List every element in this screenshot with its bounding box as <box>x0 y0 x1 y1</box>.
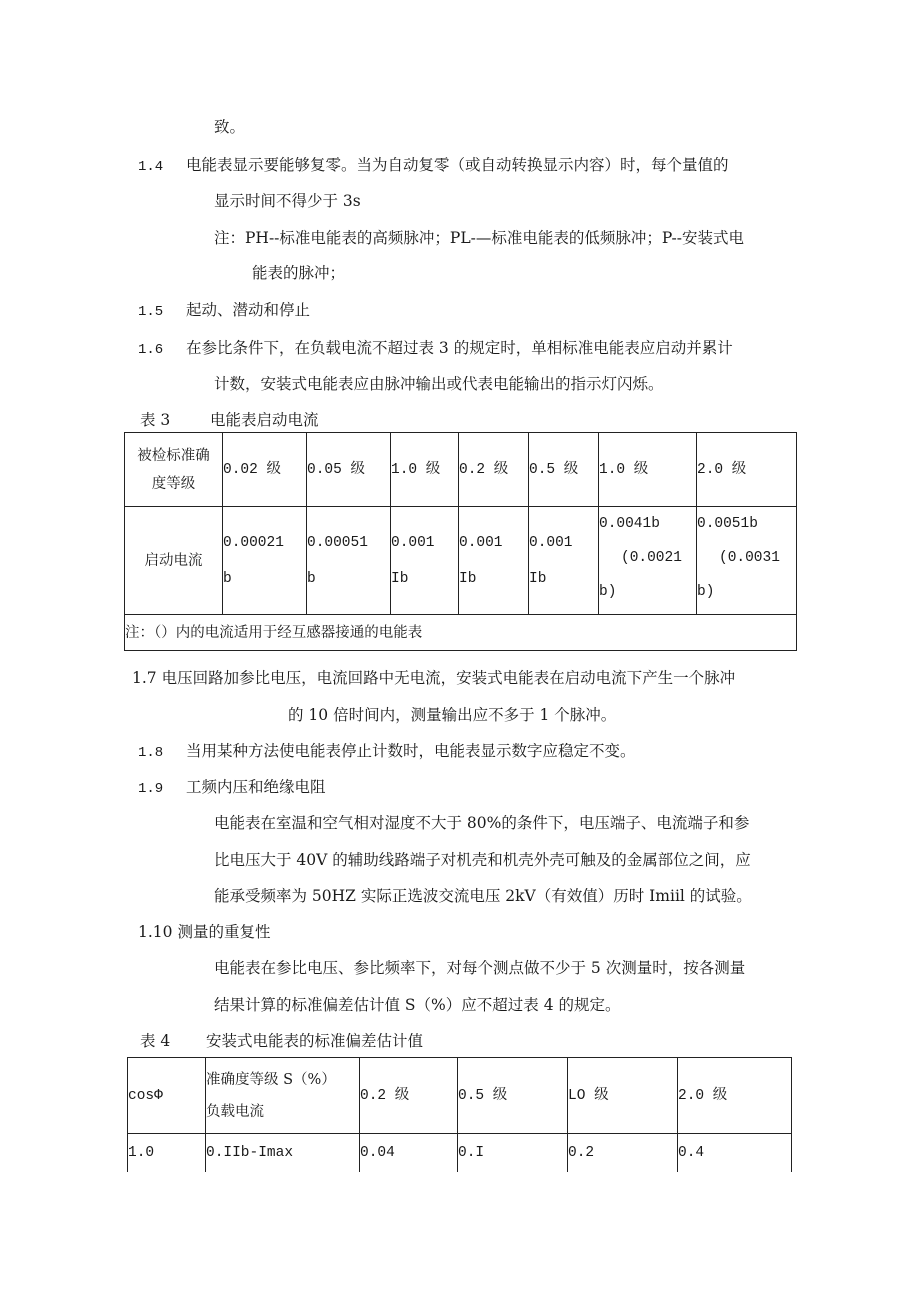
table3-header-label <box>125 433 223 507</box>
table4-header-cos: cosΦ <box>128 1058 206 1134</box>
section-1-6-continuation: 计数，安装式电能表应由脉冲输出或代表电能输出的指示灯闪烁。 <box>214 375 664 393</box>
section-1-8-text: 当用某种方法使电能表停止计数时，电能表显示数字应稳定不变。 <box>186 742 636 760</box>
table4-header-row <box>128 1058 792 1134</box>
table3-value-line1: 0.00021 <box>223 534 284 551</box>
table3-header-label-line1: 被检标准确 <box>137 447 210 464</box>
section-1-7-continuation: 的 10 倍时间内，测量输出应不多于 1 个脉冲。 <box>288 706 617 724</box>
table3-header-label-line2: 度等级 <box>151 475 196 492</box>
table3-header-row <box>125 433 797 507</box>
section-1-7-text: 1.7 电压回路加参比电压，电流回路中无电流，安装式电能表在启动电流下产生一个脉冲 <box>132 669 736 687</box>
table4-value: 0.2 <box>568 1134 678 1172</box>
table3-value-line2: b <box>307 570 316 587</box>
table4-caption-number: 表 4 <box>140 1032 171 1050</box>
table3-value-line2: Ib <box>391 570 409 587</box>
note-pulse-continuation: 能表的脉冲； <box>252 264 346 282</box>
table3-row-label: 启动电流 <box>125 507 223 615</box>
table4-caption-title: 安装式电能表的标准偏差估计值 <box>206 1032 424 1050</box>
table3-value-line2: b <box>223 570 232 587</box>
table3-grade: 0.02 级 <box>223 433 307 507</box>
table3-value-line2: (0.0021 <box>621 550 682 566</box>
table3-grade: 2.0 级 <box>697 433 797 507</box>
table4-value: 0.04 <box>360 1134 458 1172</box>
table4-value: 0.4 <box>678 1134 792 1172</box>
table3-value-line1: 0.001 <box>529 534 573 551</box>
table3-value <box>459 507 529 615</box>
table4-row <box>128 1134 792 1172</box>
note-pulse: 注：PH--标准电能表的高频脉冲；PL-—标准电能表的低频脉冲；P--安装式电 <box>214 229 744 247</box>
section-1-10-paragraph-line1: 电能表在参比电压、参比频率下，对每个测点做不少于 5 次测量时，按各测量 <box>214 959 746 977</box>
table3-value <box>307 507 391 615</box>
table3-grade: 1.0 级 <box>391 433 459 507</box>
table3-value <box>697 507 797 615</box>
table3-value-line2: Ib <box>459 570 477 587</box>
section-1-8-number: 1.8 <box>138 745 164 761</box>
table3-value-row <box>125 507 797 615</box>
table3-note-row <box>125 615 797 651</box>
table3-value <box>529 507 599 615</box>
table4-header-accuracy <box>206 1058 360 1134</box>
table4-load-current: 0.IIb-Imax <box>206 1134 360 1172</box>
table3-start-current <box>124 432 797 651</box>
paragraph-continuation: 致。 <box>214 118 246 136</box>
table4-header-accuracy-line1: 准确度等级 S（%） <box>206 1071 336 1088</box>
table3-value-line1: 0.0041b <box>599 516 660 532</box>
table3-value-line2: (0.0031 <box>719 550 780 566</box>
table3-grade: 1.0 级 <box>599 433 697 507</box>
table3-grade: 0.5 级 <box>529 433 599 507</box>
table4-value: 0.I <box>458 1134 568 1172</box>
table3-value-line1: 0.001 <box>459 534 503 551</box>
section-1-4-text: 电能表显示要能够复零。当为自动复零（或自动转换显示内容）时，每个量值的 <box>186 156 729 174</box>
table3-grade: 0.2 级 <box>459 433 529 507</box>
table3-value-line2: Ib <box>529 570 547 587</box>
section-1-5-number: 1.5 <box>138 304 164 320</box>
section-1-9-paragraph-line3: 能承受频率为 50HZ 实际正选波交流电压 2kV（有效值）历时 Imiil 的试验。 <box>214 887 752 905</box>
table3-value-line3: b) <box>599 584 617 600</box>
table4-grade: 0.5 级 <box>458 1058 568 1134</box>
table4-grade: 0.2 级 <box>360 1058 458 1134</box>
table4-header-accuracy-line2: 负载电流 <box>206 1103 264 1120</box>
table4-grade: 2.0 级 <box>678 1058 792 1134</box>
table3-value-line3: b) <box>697 584 715 600</box>
table4-grade: LO 级 <box>568 1058 678 1134</box>
table3-grade: 0.05 级 <box>307 433 391 507</box>
table3-value-line1: 0.0051b <box>697 516 758 532</box>
section-1-9-text: 工频内压和绝缘电阻 <box>186 778 326 796</box>
section-1-6-text: 在参比条件下，在负载电流不超过表 3 的规定时，单相标准电能表应启动并累计 <box>186 339 733 357</box>
section-1-9-paragraph-line2: 比电压大于 40V 的辅助线路端子对机壳和机壳外壳可触及的金属部位之间，应 <box>214 851 751 869</box>
section-1-10-title: 1.10 测量的重复性 <box>138 923 271 941</box>
section-1-4-continuation: 显示时间不得少于 3s <box>214 192 361 210</box>
table4-standard-deviation <box>127 1057 792 1172</box>
table3-caption-title: 电能表启动电流 <box>210 411 319 429</box>
table3-value <box>391 507 459 615</box>
section-1-6-number: 1.6 <box>138 342 164 358</box>
section-1-9-number: 1.9 <box>138 781 164 797</box>
section-1-5-text: 起动、潜动和停止 <box>186 301 311 319</box>
section-1-10-paragraph-line2: 结果计算的标准偏差估计值 S（%）应不超过表 4 的规定。 <box>214 996 621 1014</box>
table4-cos-value: 1.0 <box>128 1134 206 1172</box>
table3-value <box>599 507 697 615</box>
table3-value <box>223 507 307 615</box>
table3-note: 注：（）内的电流适用于经互感器接通的电能表 <box>125 615 797 651</box>
section-1-9-paragraph-line1: 电能表在室温和空气相对湿度不大于 80%的条件下，电压端子、电流端子和参 <box>214 814 750 832</box>
table3-caption-number: 表 3 <box>140 411 171 429</box>
section-1-4-number: 1.4 <box>138 159 164 175</box>
table3-value-line1: 0.001 <box>391 534 435 551</box>
table3-value-line1: 0.00051 <box>307 534 368 551</box>
